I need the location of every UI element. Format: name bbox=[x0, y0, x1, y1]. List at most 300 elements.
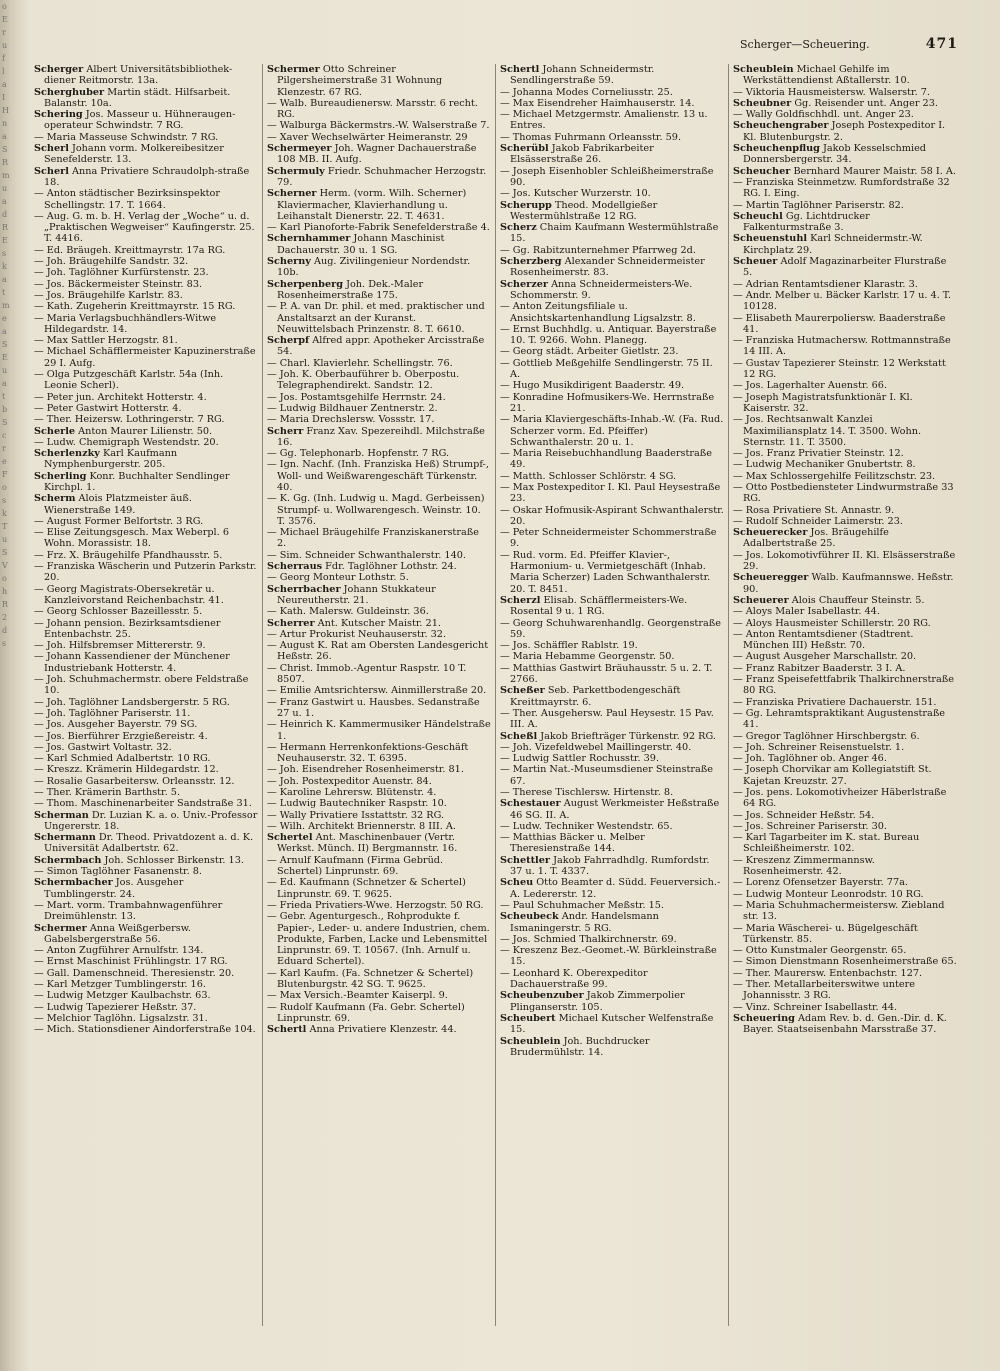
entry-text: — Ther. Metallarbeiterswitwe untere Johannisstr. 3 RG. bbox=[733, 979, 915, 1002]
directory-entry bbox=[267, 279, 491, 302]
entry-surname: Schernhammer bbox=[267, 233, 351, 245]
entry-text: — Rudolf Kaufmann (Fa. Gebr. Schertel) Linprunstr. 69. bbox=[267, 1001, 465, 1024]
gutter-fragment: R bbox=[2, 158, 9, 167]
entry-surname: Scherger bbox=[34, 64, 84, 75]
directory-entry bbox=[267, 120, 491, 131]
directory-entry bbox=[733, 877, 958, 888]
entry-surname: Scherpenberg bbox=[267, 278, 344, 290]
entry-text: Joseph Postexpeditor I. Kl. Blutenburgstr. 2. bbox=[743, 120, 946, 143]
entry-text: — Johann Kassendiener der Münchener Industriebank Hotterstr. 4. bbox=[34, 651, 230, 674]
entry-text: — Franziska Privatiere Dachauerstr. 151. bbox=[733, 696, 937, 708]
entry-text: — Emilie Amtsrichtersw. Ainmillerstraße 20. bbox=[267, 685, 487, 697]
gutter-fragment: S bbox=[2, 340, 8, 349]
directory-entry bbox=[733, 889, 958, 900]
entry-surname: Scherl bbox=[34, 143, 69, 155]
directory-entry bbox=[500, 708, 724, 731]
entry-text: Ant. Kutscher Maistr. 21. bbox=[314, 617, 441, 629]
entry-text: — Frieda Privatiers-Wwe. Herzogstr. 50 RG. bbox=[267, 899, 484, 911]
entry-text: — Gustav Tapezierer Steinstr. 12 Werkstatt 12 RG. bbox=[733, 357, 946, 381]
entry-text: — Karoline Lehrersw. Blütenstr. 4. bbox=[267, 787, 437, 798]
entry-text: — Georg Monteur Lothstr. 5. bbox=[267, 572, 409, 584]
page-number: 471 bbox=[925, 36, 958, 52]
entry-text: Gg. Lichtdrucker Falkenturmstraße 3. bbox=[743, 210, 870, 234]
directory-entry bbox=[500, 245, 724, 256]
entry-text: — Andr. Melber u. Bäcker Karlstr. 17 u. 4. T. 10128. bbox=[733, 289, 951, 313]
directory-entry bbox=[34, 64, 258, 87]
entry-text: — Jos. Schäffler Rablstr. 19. bbox=[500, 640, 638, 652]
gutter-fragment: h bbox=[2, 587, 8, 596]
entry-text: Adam Rev. b. d. Gen.-Dir. d. K. Bayer. Staatseisenbahn Marsstraße 37. bbox=[743, 1012, 947, 1036]
directory-entry bbox=[34, 550, 258, 561]
directory-entry bbox=[267, 426, 491, 449]
directory-entry bbox=[733, 923, 958, 946]
entry-text: — Matthias Bäcker u. Melber Theresienstraße 144. bbox=[500, 832, 645, 855]
entry-text: — Michael Metzgermstr. Amalienstr. 13 u. Entres. bbox=[500, 109, 708, 132]
entry-surname: Scheuer bbox=[733, 256, 778, 268]
entry-surname: Schestauer bbox=[500, 798, 561, 810]
entry-surname: Scherraus bbox=[267, 561, 323, 573]
entry-text: — Sim. Schneider Schwanthalerstr. 140. bbox=[267, 549, 466, 561]
entry-text: — Oskar Hofmusik-Aspirant Schwanthalerstr. 20. bbox=[500, 504, 724, 527]
directory-entry bbox=[267, 1024, 491, 1035]
entry-text: — Joh. Schuhmachermstr. obere Feldstraße 10. bbox=[34, 674, 249, 697]
directory-entry bbox=[733, 200, 958, 211]
directory-entry bbox=[34, 923, 258, 946]
entry-text: — Gregor Taglöhner Hirschbergstr. 6. bbox=[733, 730, 920, 742]
entry-text: — Ludwig Sattler Rochusstr. 39. bbox=[500, 753, 660, 765]
entry-text: Dr. Luzian K. a. o. Univ.-Professor Ungererstr. 18. bbox=[44, 809, 258, 832]
directory-entry bbox=[34, 188, 258, 211]
entry-text: — Georg Schuhwarenhandlg. Georgenstraße 59. bbox=[500, 617, 721, 640]
entry-surname: Schermuly bbox=[267, 165, 325, 177]
directory-entry bbox=[34, 448, 258, 471]
entry-text: Joh. Schlosser Birkenstr. 13. bbox=[101, 854, 244, 866]
entry-text: — Kath. Zugeherin Kreittmayrstr. 15 RG. bbox=[34, 301, 236, 313]
entry-text: — Max Eisendreher Haimhauserstr. 14. bbox=[500, 97, 695, 109]
entry-surname: Scheubenzuber bbox=[500, 990, 584, 1002]
column-2 bbox=[263, 64, 496, 1326]
entry-text: — Charl. Klavierlehr. Schellingstr. 76. bbox=[267, 357, 453, 369]
entry-text: — Ign. Nachf. (Inh. Franziska Heß) Strumpf-, Woll- und Weißwarengeschäft Türkenstr. 40. bbox=[267, 459, 489, 493]
entry-surname: Schering bbox=[34, 109, 83, 121]
entry-text: — Max Versich.-Beamter Kaiserpl. 9. bbox=[267, 990, 448, 1002]
directory-entry bbox=[267, 448, 491, 459]
entry-surname: Scheuering bbox=[733, 1012, 795, 1024]
entry-text: — Maria Hebamme Georgenstr. 50. bbox=[500, 651, 675, 663]
entry-text: — Elise Zeitungsgesch. Max Weberpl. 6 Wohn. Morassistr. 18. bbox=[34, 527, 229, 550]
entry-text: Dr. Theod. Privatdozent a. d. K. Universität Adalbertstr. 62. bbox=[44, 832, 254, 855]
directory-entry bbox=[500, 188, 724, 199]
entry-surname: Scherner bbox=[267, 188, 317, 200]
directory-entry bbox=[34, 787, 258, 798]
gutter-fragment: a bbox=[2, 80, 7, 89]
directory-entry bbox=[500, 821, 724, 832]
entry-text: — Jos. Bierführer Erzgießereistr. 4. bbox=[34, 730, 208, 742]
entry-text: — Thom. Maschinenarbeiter Sandstraße 31. bbox=[34, 798, 252, 810]
entry-text: Michael Kutscher Welfenstraße 15. bbox=[510, 1012, 714, 1036]
entry-text: — Rud. vorm. Ed. Pfeiffer Klavier-, Harmonium- u. Vermietgeschäft (Inhab. Maria Scherzer) Laden Schwanthalerstr. 20. T. 8451. bbox=[500, 549, 711, 595]
entry-text: — Maria Masseuse Schwindstr. 7 RG. bbox=[34, 131, 219, 143]
directory-entry bbox=[267, 561, 491, 572]
entry-text: — Ther. Ausgehersw. Paul Heysestr. 15 Pav. III. A. bbox=[500, 707, 714, 731]
gutter-fragment: 2 bbox=[2, 613, 8, 622]
entry-text: Chaim Kaufmann Westermühlstraße 15. bbox=[510, 222, 719, 245]
directory-entry bbox=[34, 1013, 258, 1024]
entry-text: — Gottlieb Meßgehilfe Sendlingerstr. 75 II. A. bbox=[500, 357, 713, 381]
directory-entry bbox=[267, 132, 491, 143]
entry-text: Jakob Fahrradhdlg. Rumfordstr. 37 u. 1. T. 4337. bbox=[510, 854, 710, 878]
entry-text: — Ludw. Techniker Westendstr. 65. bbox=[500, 820, 673, 832]
directory-entry bbox=[34, 87, 258, 110]
entry-text: — Ludwig Tapezierer Heßstr. 37. bbox=[34, 1001, 197, 1013]
directory-entry bbox=[267, 572, 491, 583]
entry-text: — Jos. Bräugehilfe Karlstr. 83. bbox=[34, 289, 183, 301]
directory-entry bbox=[34, 719, 258, 730]
directory-entry bbox=[34, 301, 258, 312]
gutter-fragment: b bbox=[2, 405, 8, 414]
entry-text: Franz Xav. Spezereihdl. Milchstraße 16. bbox=[277, 425, 485, 448]
entry-surname: Schertl bbox=[267, 1024, 307, 1036]
entry-text: — Jos. Lagerhalter Auenstr. 66. bbox=[733, 380, 888, 392]
entry-text: — Franziska Wäscherin und Putzerin Parkstr. 20. bbox=[34, 561, 257, 584]
directory-entry bbox=[733, 120, 958, 143]
directory-entry bbox=[500, 877, 724, 900]
entry-surname: Schermann bbox=[34, 832, 96, 844]
directory-entry bbox=[267, 663, 491, 686]
directory-entry bbox=[34, 437, 258, 448]
directory-entry bbox=[733, 256, 958, 279]
directory-entry bbox=[267, 584, 491, 607]
directory-entry bbox=[34, 335, 258, 346]
entry-text: — Mart. vorm. Trambahnwagenführer Dreimühlenstr. 13. bbox=[34, 899, 223, 923]
entry-text: — Otto Kunstmaler Georgenstr. 65. bbox=[733, 945, 907, 957]
entry-surname: Scherpf bbox=[267, 335, 310, 347]
entry-surname: Scheueregger bbox=[733, 572, 809, 584]
directory-entry bbox=[267, 1002, 491, 1025]
directory-entry bbox=[733, 505, 958, 516]
entry-surname: Scherlenzky bbox=[34, 448, 100, 460]
entry-text: — Michael Schäfflermeister Kapuzinerstraße 29 I. Aufg. bbox=[34, 346, 256, 369]
entry-text: — Jos. Schreiner Pariserstr. 30. bbox=[733, 820, 887, 832]
directory-entry bbox=[34, 414, 258, 425]
directory-entry bbox=[34, 369, 258, 392]
entry-text: — Joh. Bräugehilfe Sandstr. 32. bbox=[34, 256, 189, 268]
entry-text: — Vinz. Schreiner Isabellastr. 44. bbox=[733, 1001, 898, 1013]
gutter-fragment: S bbox=[2, 418, 8, 427]
header-title: Scherger—Scheuering. bbox=[740, 38, 870, 51]
gutter-fragment: S bbox=[2, 548, 8, 557]
entry-text: — Konradine Hofmusikers-We. Herrnstraße 21. bbox=[500, 391, 715, 414]
entry-text: — Thomas Fuhrmann Orleansstr. 59. bbox=[500, 131, 682, 143]
entry-surname: Scherrbacher bbox=[267, 583, 341, 595]
entry-text: — Joh. Vizefeldwebel Maillingerstr. 40. bbox=[500, 741, 692, 753]
directory-entry bbox=[733, 742, 958, 753]
entry-text: — Jos. Kutscher Wurzerstr. 10. bbox=[500, 188, 651, 200]
entry-text: — Ludwig Bautechniker Raspstr. 10. bbox=[267, 798, 447, 810]
entry-text: — Jos. Schneider Heßstr. 54. bbox=[733, 809, 875, 821]
directory-entry bbox=[500, 143, 724, 166]
entry-text: — Ludw. Chemigraph Westendstr. 20. bbox=[34, 436, 219, 448]
directory-entry bbox=[34, 516, 258, 527]
gutter-fragment: S bbox=[2, 145, 8, 154]
directory-entry bbox=[34, 1024, 258, 1035]
entry-surname: Scheubert bbox=[500, 1012, 556, 1024]
directory-entry bbox=[267, 776, 491, 787]
directory-entry bbox=[733, 414, 958, 448]
directory-entry bbox=[733, 697, 958, 708]
directory-entry bbox=[34, 493, 258, 516]
directory-entry bbox=[34, 968, 258, 979]
directory-entry bbox=[733, 595, 958, 606]
gutter-fragment: m bbox=[2, 171, 10, 180]
directory-entry bbox=[500, 640, 724, 651]
directory-entry bbox=[733, 527, 958, 550]
directory-entry bbox=[733, 279, 958, 290]
entry-text: — Kreszz. Krämerin Hildegardstr. 12. bbox=[34, 764, 219, 776]
entry-text: — Johanna Modes Corneliusstr. 25. bbox=[500, 86, 673, 98]
entry-text: — Hermann Herrenkonfektions-Geschäft Neuhauserstr. 32. T. 6395. bbox=[267, 741, 469, 765]
entry-text: Karl Schneidermstr.-W. Kirchplatz 29. bbox=[743, 233, 923, 256]
directory-entry bbox=[267, 629, 491, 640]
directory-entry bbox=[733, 663, 958, 674]
entry-surname: Scherling bbox=[34, 470, 87, 482]
entry-text: — Arnulf Kaufmann (Firma Gebrüd. Schertel) Linprunstr. 69. bbox=[267, 854, 444, 878]
entry-text: — Ther. Krämerin Barthstr. 5. bbox=[34, 787, 181, 798]
entry-text: — Hugo Musikdirigent Baaderstr. 49. bbox=[500, 380, 685, 392]
entry-text: — Ernst Maschinist Frühlingstr. 17 RG. bbox=[34, 956, 228, 968]
binding-gutter bbox=[0, 0, 28, 1371]
entry-text: Anna Privatiere Schraudolph-straße 18. bbox=[44, 165, 250, 188]
entry-surname: Scheuchl bbox=[733, 210, 783, 222]
directory-entry bbox=[500, 527, 724, 550]
entry-text: — Ther. Heizersw. Lothringerstr. 7 RG. bbox=[34, 414, 225, 426]
gutter-fragment: R bbox=[2, 223, 9, 232]
directory-entry bbox=[500, 1036, 724, 1059]
entry-text: Jakob Fabrikarbeiter Elsässerstraße 26. bbox=[510, 143, 654, 166]
entry-text: Jos. Bräugehilfe Adalbertstraße 25. bbox=[743, 527, 889, 550]
entry-text: Jakob Briefträger Türkenstr. 92 RG. bbox=[537, 730, 716, 742]
directory-entry bbox=[34, 346, 258, 369]
directory-entry bbox=[500, 685, 724, 708]
gutter-fragment: E bbox=[2, 15, 8, 24]
entry-surname: Schermbacher bbox=[34, 877, 113, 889]
directory-entry bbox=[733, 945, 958, 956]
entry-text: Joh. Wagner Dachauerstraße 108 MB. II. Aufg. bbox=[277, 143, 477, 166]
directory-entry bbox=[500, 753, 724, 764]
entry-text: Anton Maurer Lilienstr. 50. bbox=[75, 425, 213, 437]
entry-text: — Karl Pianoforte-Fabrik Senefelderstraße 4. bbox=[267, 222, 490, 234]
entry-text: — Maria Klaviergeschäfts-Inhab.-W. (Fa. Rud. Scherzer vorm. Ed. Pfeiffer) Schwanthalerstr. 20 u. 1. bbox=[500, 414, 724, 448]
entry-text: — Gg. Telephonarb. Hopfenstr. 7 RG. bbox=[267, 448, 450, 460]
directory-entry bbox=[34, 211, 258, 245]
entry-text: — Aug. G. m. b. H. Verlag der „Woche“ u. d. „Praktischen Wegweiser“ Kaufingerstr. 25. T. 4416. bbox=[34, 210, 255, 245]
entry-text: — Joh. Postexpeditor Auenstr. 84. bbox=[267, 775, 432, 787]
gutter-fragment: E bbox=[2, 236, 8, 245]
entry-surname: Scheuchenpflug bbox=[733, 143, 820, 155]
directory-entry bbox=[34, 313, 258, 336]
entry-text: — Wally Privatiere Isstattstr. 32 RG. bbox=[267, 809, 445, 821]
directory-entry bbox=[34, 945, 258, 956]
directory-entry bbox=[733, 956, 958, 967]
directory-entry bbox=[733, 313, 958, 336]
entry-text: — Leonhard K. Oberexpeditor Dachauerstraße 99. bbox=[500, 967, 648, 991]
directory-entry bbox=[733, 900, 958, 923]
entry-text: — Ludwig Mechaniker Gnubertstr. 8. bbox=[733, 459, 916, 471]
directory-entry bbox=[267, 527, 491, 550]
entry-text: — Franz Speisefettfabrik Thalkirchnerstraße 80 RG. bbox=[733, 674, 954, 697]
directory-entry bbox=[733, 832, 958, 855]
column-1 bbox=[30, 64, 263, 1326]
directory-entry bbox=[34, 1002, 258, 1013]
entry-text: — Martin Nat.-Museumsdiener Steinstraße 67. bbox=[500, 764, 713, 787]
directory-entry bbox=[34, 708, 258, 719]
directory-entry bbox=[500, 968, 724, 991]
entry-text: Fdr. Taglöhner Lothstr. 24. bbox=[322, 561, 457, 573]
directory-entry bbox=[500, 301, 724, 324]
entry-text: — Max Schlossergehilfe Feilitzschstr. 23. bbox=[733, 470, 936, 482]
directory-entry bbox=[34, 290, 258, 301]
gutter-fragment: d bbox=[2, 210, 8, 219]
directory-entry bbox=[267, 764, 491, 775]
directory-entry bbox=[733, 177, 958, 200]
gutter-fragment: s bbox=[2, 496, 7, 505]
directory-entry bbox=[500, 990, 724, 1013]
directory-entry bbox=[34, 618, 258, 641]
entry-text: — Joh. Schreiner Reisenstuelstr. 1. bbox=[733, 741, 905, 753]
gutter-fragment: T bbox=[2, 522, 8, 531]
entry-surname: Scheuchengraber bbox=[733, 120, 829, 132]
directory-entry bbox=[733, 459, 958, 470]
entry-surname: Scheuerecker bbox=[733, 527, 808, 539]
entry-surname: Scherupp bbox=[500, 199, 552, 211]
gutter-fragment: u bbox=[2, 184, 8, 193]
entry-text: — Paul Schuhmacher Meßstr. 15. bbox=[500, 899, 665, 911]
directory-entry bbox=[500, 324, 724, 347]
gutter-fragment: t bbox=[2, 288, 6, 297]
directory-entry bbox=[34, 900, 258, 923]
directory-entry bbox=[500, 731, 724, 742]
directory-entry bbox=[500, 911, 724, 934]
entry-text: Anna Privatiere Klenzestr. 44. bbox=[306, 1024, 457, 1036]
directory-entry bbox=[500, 742, 724, 753]
gutter-fragment: k bbox=[2, 509, 7, 518]
entry-text: — Karl Metzger Tumblingerstr. 16. bbox=[34, 979, 206, 991]
entry-text: Michael Gehilfe im Werkstättendienst Aßtallerstr. 10. bbox=[743, 64, 910, 87]
entry-text: — Joseph Chorvikar am Kollegiatstift St. Kajetan Kreuzstr. 27. bbox=[733, 764, 932, 787]
directory-entry bbox=[267, 911, 491, 967]
entry-surname: Scherübl bbox=[500, 143, 549, 155]
entry-text: Jakob Zimmerpolier Plinganserstr. 105. bbox=[510, 990, 685, 1013]
gutter-fragment: r bbox=[2, 444, 6, 453]
entry-surname: Scherr bbox=[267, 425, 304, 437]
directory-entry bbox=[34, 132, 258, 143]
entry-text: Walb. Kaufmannswe. Heßstr. 90. bbox=[743, 572, 954, 595]
entry-text: — Maria Verlagsbuchhändlers-Witwe Hildegardstr. 14. bbox=[34, 312, 217, 335]
gutter-fragment: o bbox=[2, 483, 7, 492]
directory-entry bbox=[500, 550, 724, 595]
entry-surname: Scherghuber bbox=[34, 86, 105, 98]
directory-entry bbox=[267, 143, 491, 166]
directory-entry bbox=[267, 335, 491, 358]
entry-surname: Scheublein bbox=[500, 1035, 561, 1047]
entry-text: Martin städt. Hilfsarbeit. Balanstr. 10a. bbox=[44, 86, 231, 109]
entry-surname: Scheuenstuhl bbox=[733, 233, 808, 245]
directory-entry bbox=[267, 550, 491, 561]
entry-text: — Karl Tagarbeiter im K. stat. Bureau Schleißheimerstr. 102. bbox=[733, 832, 920, 855]
entry-text: — Heinrich K. Kammermusiker Händelstraße 1. bbox=[267, 719, 491, 742]
directory-entry bbox=[267, 369, 491, 392]
directory-entry bbox=[733, 87, 958, 98]
directory-entry bbox=[34, 979, 258, 990]
entry-text: Herm. (vorm. Wilh. Scherner) Klaviermacher, Klavierhandlung u. Leihanstalt Dienerstr. 22. T. 4631. bbox=[277, 188, 467, 222]
gutter-fragment: R bbox=[2, 600, 9, 609]
entry-surname: Scheuerer bbox=[733, 594, 789, 606]
entry-text: — Rosa Privatiere St. Annastr. 9. bbox=[733, 504, 895, 516]
directory-entry bbox=[34, 256, 258, 267]
gutter-fragment: l bbox=[2, 67, 5, 76]
directory-entry bbox=[733, 166, 958, 177]
directory-entry bbox=[267, 719, 491, 742]
directory-entry bbox=[267, 877, 491, 900]
entry-text: — Franz Gastwirt u. Hausbes. Sedanstraße 27 u. 1. bbox=[267, 696, 480, 719]
entry-text: — August K. Rat am Obersten Landesgericht Heßstr. 26. bbox=[267, 640, 489, 663]
entry-surname: Scheßl bbox=[500, 730, 538, 742]
entry-text: — Jos. Postamtsgehilfe Herrnstr. 24. bbox=[267, 391, 446, 403]
entry-text: Andr. Handelsmann Ismaningerstr. 5 RG. bbox=[510, 911, 659, 934]
directory-entry bbox=[500, 98, 724, 109]
directory-entry bbox=[267, 821, 491, 832]
entry-text: — Olga Putzgeschäft Karlstr. 54a (Inh. Leonie Scherl). bbox=[34, 369, 224, 392]
entry-text: — Gg. Lehramtspraktikant Augustenstraße 41. bbox=[733, 707, 946, 731]
directory-entry bbox=[267, 640, 491, 663]
entry-text: Johann Maschinist Dachauerstr. 30 u. 1 SG. bbox=[277, 233, 445, 256]
directory-entry bbox=[733, 787, 958, 810]
gutter-fragment: V bbox=[2, 561, 8, 570]
directory-entry bbox=[267, 493, 491, 527]
directory-entry bbox=[500, 1013, 724, 1036]
directory-entry bbox=[267, 64, 491, 98]
entry-text: Otto Schreiner Pilgersheimerstraße 31 Wohnung Klenzestr. 67 RG. bbox=[277, 64, 443, 98]
entry-text: — Jos. Bäckermeister Steinstr. 83. bbox=[34, 278, 203, 290]
directory-entry bbox=[500, 200, 724, 223]
entry-text: Alois Platzmeister äuß. Wienerstraße 149. bbox=[44, 493, 192, 516]
directory-entry bbox=[733, 753, 958, 764]
directory-entry bbox=[267, 810, 491, 821]
directory-entry bbox=[733, 516, 958, 527]
directory-entry bbox=[34, 471, 258, 494]
entry-text: — Maria Reisebuchhandlung Baaderstraße 49. bbox=[500, 448, 713, 471]
directory-entry bbox=[733, 855, 958, 878]
directory-entry bbox=[34, 697, 258, 708]
entry-text: — Joseph Magistratsfunktionär I. Kl. Kaiserstr. 32. bbox=[733, 391, 913, 414]
directory-entry bbox=[267, 392, 491, 403]
entry-text: — Maria Drechslersw. Vossstr. 17. bbox=[267, 414, 435, 426]
entry-text: — Martin Taglöhner Pariserstr. 82. bbox=[733, 199, 904, 211]
entry-surname: Scherl bbox=[34, 165, 69, 177]
directory-entry bbox=[34, 584, 258, 607]
gutter-fragment: a bbox=[2, 379, 7, 388]
gutter-fragment: a bbox=[2, 275, 7, 284]
directory-entry bbox=[500, 618, 724, 641]
entry-text: — Frz. X. Bräugehilfe Pfandhausstr. 5. bbox=[34, 549, 223, 561]
directory-entry bbox=[34, 855, 258, 866]
directory-entry bbox=[733, 979, 958, 1002]
directory-entry bbox=[500, 764, 724, 787]
directory-entry bbox=[500, 945, 724, 968]
directory-entry bbox=[733, 335, 958, 358]
directory-entry bbox=[267, 301, 491, 335]
entry-text: — Rudolf Schneider Laimerstr. 23. bbox=[733, 515, 903, 527]
